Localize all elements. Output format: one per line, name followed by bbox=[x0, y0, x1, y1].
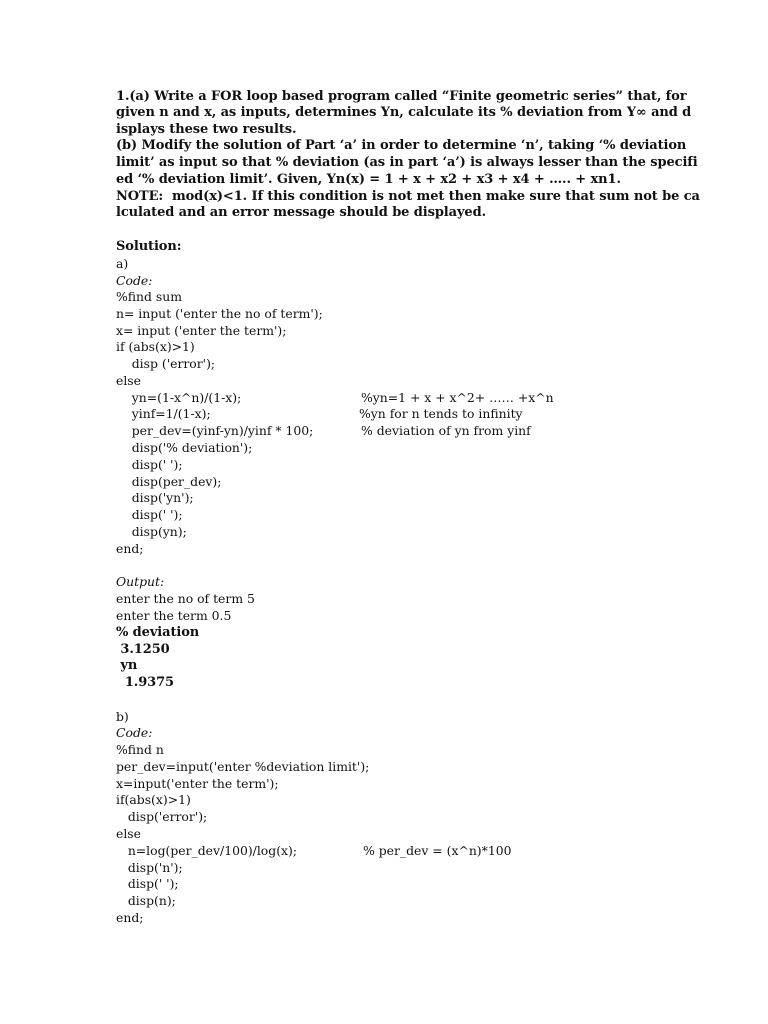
code-b-line: %find n bbox=[116, 742, 164, 757]
code-b-line: end; bbox=[116, 910, 144, 925]
code-a-line: else bbox=[116, 373, 141, 388]
code-b-line: disp(' '); bbox=[116, 876, 179, 891]
code-a-comment: %yn for n tends to infinity bbox=[359, 406, 523, 421]
part-b-label: b) bbox=[116, 709, 129, 724]
question-line-3: isplays these two results. bbox=[116, 122, 297, 137]
part-a-output-label: Output: bbox=[116, 574, 165, 589]
code-a-line: x= input ('enter the term'); bbox=[116, 323, 287, 338]
code-a-line: disp(yn); bbox=[116, 524, 187, 539]
code-a-line: end; bbox=[116, 541, 144, 556]
output-line: % deviation bbox=[116, 625, 200, 640]
part-b-code-label: Code: bbox=[116, 725, 153, 740]
code-a-comment: %yn=1 + x + x^2+ …… +x^n bbox=[361, 390, 554, 405]
code-a-line: disp(' '); bbox=[116, 457, 183, 472]
code-b-line: per_dev=input('enter %deviation limit'); bbox=[116, 759, 370, 774]
code-b-line: n=log(per_dev/100)/log(x); bbox=[116, 843, 298, 858]
code-a-line: disp('% deviation'); bbox=[116, 440, 253, 455]
code-b-comment: % per_dev = (x^n)*100 bbox=[363, 843, 512, 858]
code-a-comment: % deviation of yn from yinf bbox=[361, 423, 531, 438]
code-b-line: disp(n); bbox=[116, 893, 176, 908]
code-b-line: else bbox=[116, 826, 141, 841]
code-a-line: disp(per_dev); bbox=[116, 474, 222, 489]
code-a-line: n= input ('enter the no of term'); bbox=[116, 306, 323, 321]
output-line: yn bbox=[116, 658, 138, 673]
code-b-line: disp('error'); bbox=[116, 809, 208, 824]
part-a-label: a) bbox=[116, 256, 129, 271]
question-line-6: ed ‘% deviation limit’. Given, Yn(x) = 1 + x + x2 + x3 + x4 + ….. + xn1. bbox=[116, 172, 621, 187]
code-a-line: per_dev=(yinf-yn)/yinf * 100; bbox=[116, 423, 314, 438]
question-line-1: 1.(a) Write a FOR loop based program called “Finite geometric series” that, for bbox=[116, 89, 687, 104]
code-a-line: disp('yn'); bbox=[116, 490, 194, 505]
part-a-code-label: Code: bbox=[116, 273, 153, 288]
output-line: enter the term 0.5 bbox=[116, 608, 232, 623]
code-a-line: disp(' '); bbox=[116, 507, 183, 522]
solution-heading: Solution: bbox=[116, 239, 182, 254]
code-a-line: if (abs(x)>1) bbox=[116, 339, 195, 354]
code-a-line: disp ('error'); bbox=[116, 356, 216, 371]
code-a-line: yinf=1/(1-x); bbox=[116, 406, 211, 421]
output-line: 3.1250 bbox=[116, 642, 170, 657]
question-line-8: lculated and an error message should be displayed. bbox=[116, 205, 487, 220]
code-a-line: %find sum bbox=[116, 289, 182, 304]
question-line-5: limit’ as input so that % deviation (as in part ‘a’) is always lesser than the specifi bbox=[116, 155, 698, 170]
code-b-line: x=input('enter the term'); bbox=[116, 776, 279, 791]
code-b-line: disp('n'); bbox=[116, 860, 183, 875]
code-b-line: if(abs(x)>1) bbox=[116, 792, 191, 807]
code-a-line: yn=(1-x^n)/(1-x); bbox=[116, 390, 242, 405]
question-line-4: (b) Modify the solution of Part ‘a’ in order to determine ‘n’, taking ‘% deviation bbox=[116, 138, 687, 153]
question-line-7: NOTE: mod(x)<1. If this condition is not met then make sure that sum not be ca bbox=[116, 189, 700, 204]
output-line: enter the no of term 5 bbox=[116, 591, 255, 606]
output-line: 1.9375 bbox=[116, 675, 175, 690]
question-line-2: given n and x, as inputs, determines Yn, calculate its % deviation from Y∞ and d bbox=[116, 105, 692, 120]
